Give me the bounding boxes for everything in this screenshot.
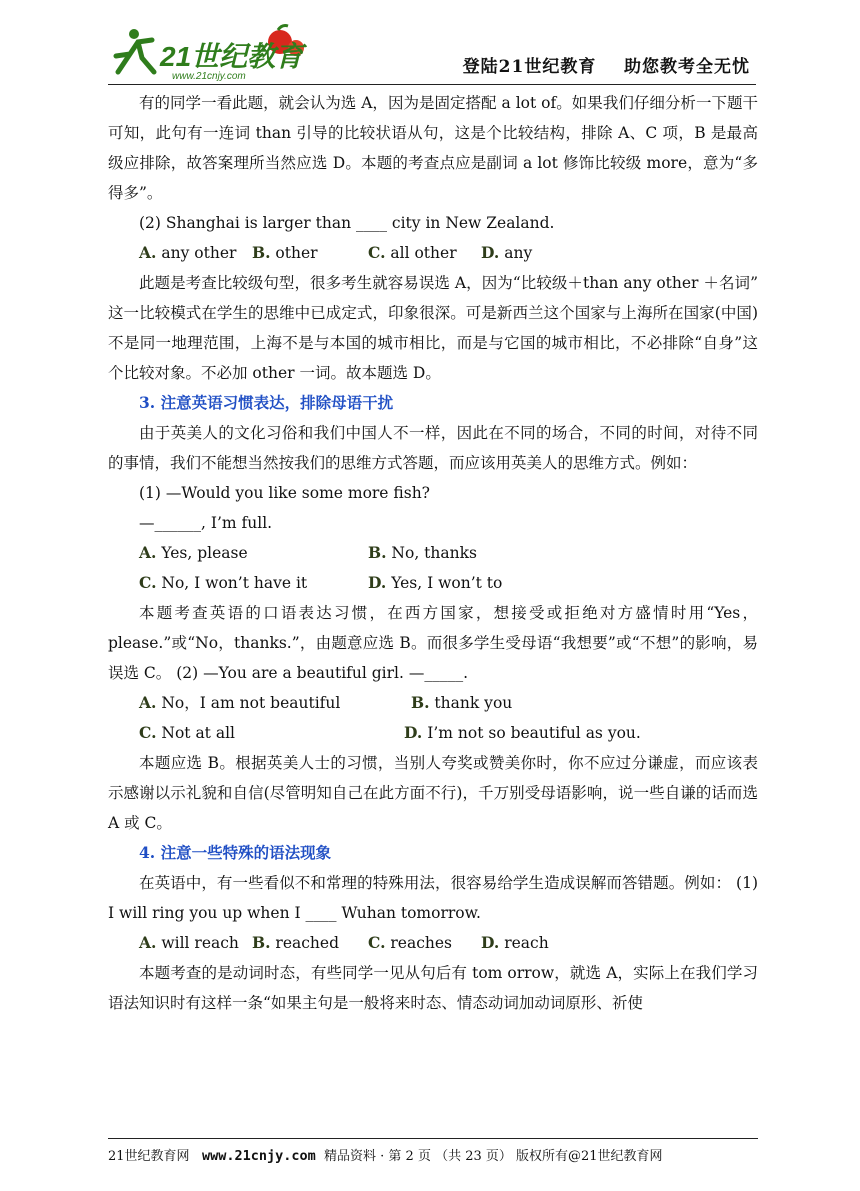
paragraph: 本题考查的是动词时态，有些同学一见从句后有 tom orrow，就选 A，实际上在我们学习语法知识时有这样一条“如果主句是一般将来时态、情态动词加动词原形、祈使 <box>108 964 758 1012</box>
paragraph: 有的同学一看此题，就会认为选 A，因为是固定搭配 a lot of。如果我们仔细分析一下题干可知，此句有一连词 than 引导的比较状语从句，这是个比较结构，排除 A、C 项，B 是最高级应排除，故答案理所当然应选 D。本题的考查点应是副词 a lot 修饰比较级 more，意为“多得多”。 <box>108 94 758 202</box>
paragraph: 由于英美人的文化习俗和我们中国人不一样，因此在不同的场合，不同的时间，对待不同的事情，我们不能想当然按我们的思维方式答题，而应该用英美人的思维方式。例如： <box>108 424 758 472</box>
option-c: C. reaches <box>368 933 453 952</box>
footer-url[interactable]: www.21cnjy.com <box>201 1148 316 1164</box>
section-heading: 4. 注意一些特殊的语法现象 <box>139 843 332 862</box>
paragraph: 本题考查英语的口语表达习惯，在西方国家，想接受或拒绝对方盛情时用“Yes，please.”或“No，thanks.”，由题意应选 B。而很多学生受母语“我想要”或“不想”的影响，易误选 C。 (2) —You are a beautiful girl. —_____. <box>108 604 758 682</box>
option-c: C. all other <box>368 243 457 262</box>
option-b: B. No, thanks <box>368 543 477 562</box>
question: (1) —Would you like some more fish? <box>139 484 430 502</box>
paragraph: 在英语中，有一些看似不和常理的特殊用法，很容易给学生造成误解而答错题。例如： (1) I will ring you up when I ____ Wuhan tomorrow. <box>108 874 758 922</box>
option-b: B. thank you <box>411 693 513 712</box>
option-row <box>108 928 758 958</box>
header-rule <box>108 84 756 85</box>
svg-text:www.21cnjy.com: www.21cnjy.com <box>172 71 246 82</box>
page-footer <box>108 1138 758 1164</box>
option-c: C. No, I won’t have it <box>139 573 308 592</box>
footer-site-name: 21世纪教育网 <box>108 1149 190 1164</box>
page-header <box>108 22 756 88</box>
option-d: D. reach <box>481 933 549 952</box>
option-row <box>108 688 758 718</box>
paragraph: 本题应选 B。根据英美人士的习惯，当别人夸奖或赞美你时，你不应过分谦虚，而应该表示感谢以示礼貌和自信(尽管明知自己在此方面不行)，千万别受母语影响，说一些自谦的话而选 A 或 C。 <box>108 754 758 832</box>
document-body <box>108 88 758 1018</box>
option-row <box>108 718 758 748</box>
option-c: C. Not at all <box>139 723 235 742</box>
option-d: D. Yes, I won’t to <box>368 573 503 592</box>
header-slogan: 登陆21世纪教育 助您教考全无忧 <box>462 57 750 77</box>
option-d: D. I’m not so beautiful as you. <box>404 723 641 742</box>
paragraph: 此题是考查比较级句型，很多考生就容易误选 A，因为“比较级＋than any other ＋名词” 这一比较模式在学生的思维中已成定式，印象很深。可是新西兰这个国家与上海所在国家(中国)不是同一地理范围，上海不是与本国的城市相比，而是与它国的城市相比，不必排除“自身”这个比较对象。不必加 other 一词。故本题选 D。 <box>108 274 758 382</box>
question-line: —______, I’m full. <box>139 514 273 532</box>
site-logo <box>108 22 308 82</box>
option-row <box>108 238 758 268</box>
option-a: A. Yes, please <box>139 543 248 562</box>
option-b: B. reached <box>252 933 340 952</box>
svg-text:21世纪教育: 21世纪教育 <box>160 41 304 72</box>
option-row <box>108 538 758 568</box>
option-row <box>108 568 758 598</box>
footer-page-info: 精品资料 · 第 2 页 （共 23 页） 版权所有@21世纪教育网 <box>324 1149 663 1164</box>
option-a: A. No，I am not beautiful <box>139 693 341 712</box>
section-heading: 3. 注意英语习惯表达，排除母语干扰 <box>139 393 394 412</box>
option-a: A. will reach <box>139 933 239 952</box>
option-a: A. any other <box>139 243 237 262</box>
question: (2) Shanghai is larger than ____ city in New Zealand. <box>139 214 555 232</box>
option-b: B. other <box>252 243 318 262</box>
option-d: D. any <box>481 243 533 262</box>
